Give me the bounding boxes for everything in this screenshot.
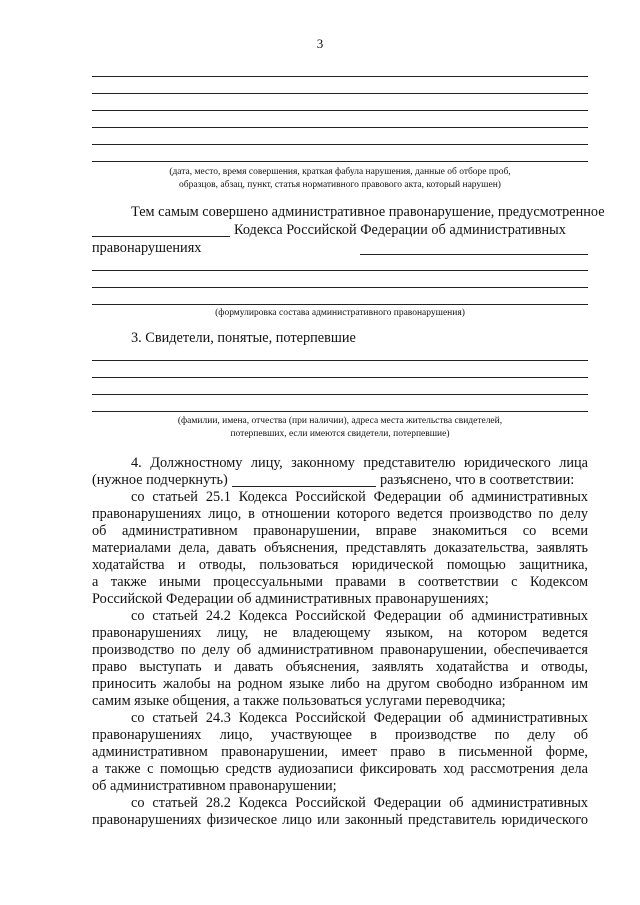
blank-line xyxy=(92,411,588,412)
caption-line: (дата, место, время совершения, краткая фабула нарушения, данные об отборе проб, xyxy=(169,167,511,177)
body-line: правонарушениях лицо, в отношении которого ведется производство по делу xyxy=(92,506,588,522)
offense-line-1: Тем самым совершено административное правонарушение, предусмотренное xyxy=(131,204,605,220)
blank-line xyxy=(92,270,588,271)
blank-line xyxy=(92,287,588,288)
body-line: а также с помощью средств аудиозаписи фиксировать ход рассмотрения дела xyxy=(92,761,588,777)
witnesses-caption xyxy=(92,415,588,441)
caption-line: образцов, абзац, пункт, статья нормативного правового акта, который нарушен) xyxy=(179,180,501,190)
violation-caption xyxy=(92,166,588,192)
body-line: со статьей 28.2 Кодекса Российской Федерации об административных xyxy=(131,795,588,811)
blank-line xyxy=(92,377,588,378)
body-line: правонарушениях лицу, не владеющему языком, на котором ведется xyxy=(92,625,588,641)
body-line: об административном правонарушении; xyxy=(92,778,337,794)
blank-line xyxy=(92,161,588,162)
body-line: Российской Федерации об административных правонарушениях; xyxy=(92,591,489,607)
body-line: со статьей 24.3 Кодекса Российской Федерации об административных xyxy=(131,710,588,726)
blank-line xyxy=(92,110,588,111)
body-line: об административном правонарушении, вправе знакомиться со всеми xyxy=(92,523,588,539)
page-number: 3 xyxy=(316,36,324,51)
body-line: материалами дела, давать объяснения, представлять доказательства, заявлять xyxy=(92,540,588,556)
caption-line: (фамилии, имена, отчества (при наличии), адреса места жительства свидетелей, xyxy=(177,416,503,426)
body-line: административном правонарушении, имеет право в письменной форме, xyxy=(92,744,588,760)
body-line: правонарушениях физическое лицо или законный представитель юридического xyxy=(92,812,588,828)
body-line: самим языке общения, а также пользоваться услугами переводчика; xyxy=(92,693,506,709)
blank-line xyxy=(92,236,230,237)
blank-line xyxy=(360,254,588,255)
section4-line-2b: разъяснено, что в соответствии: xyxy=(380,472,575,488)
section4-line-2a: (нужное подчеркнуть) xyxy=(92,472,228,488)
body-line: приносить жалобы на родном языке либо на другом свободно избранном им xyxy=(92,676,588,692)
body-line: а также иными процессуальными правами в соответствии с Кодексом xyxy=(92,574,588,590)
blank-line xyxy=(92,93,588,94)
blank-line xyxy=(92,127,588,128)
section4-line-1: 4. Должностному лицу, законному представителю юридического лица xyxy=(131,455,588,471)
body-line: право выступать и давать объяснения, заявлять ходатайства и отводы, xyxy=(92,659,588,675)
body-line: ходатайства и отводы, пользоваться юридической помощью защитника, xyxy=(92,557,588,573)
offense-line-2: Кодекса Российской Федерации об административных xyxy=(234,222,566,238)
blank-line xyxy=(92,76,588,77)
body-line: со статьей 24.2 Кодекса Российской Федерации об административных xyxy=(131,608,588,624)
witnesses-heading: 3. Свидетели, понятые, потерпевшие xyxy=(131,330,356,346)
caption-line: потерпевших, если имеются свидетели, потерпевшие) xyxy=(230,429,450,439)
blank-line xyxy=(92,304,588,305)
body-line: производство по делу об административном правонарушении, обеспечивается xyxy=(92,642,588,658)
blank-line xyxy=(92,360,588,361)
offense-caption: (формулировка состава административного правонарушения) xyxy=(215,308,465,318)
body-line: правонарушениях лицо, участвующее в производстве по делу об xyxy=(92,727,588,743)
body-line: со статьей 25.1 Кодекса Российской Федерации об административных xyxy=(131,489,588,505)
blank-line xyxy=(92,144,588,145)
offense-line-3: правонарушениях xyxy=(92,240,202,256)
blank-line xyxy=(232,486,376,487)
blank-line xyxy=(92,394,588,395)
